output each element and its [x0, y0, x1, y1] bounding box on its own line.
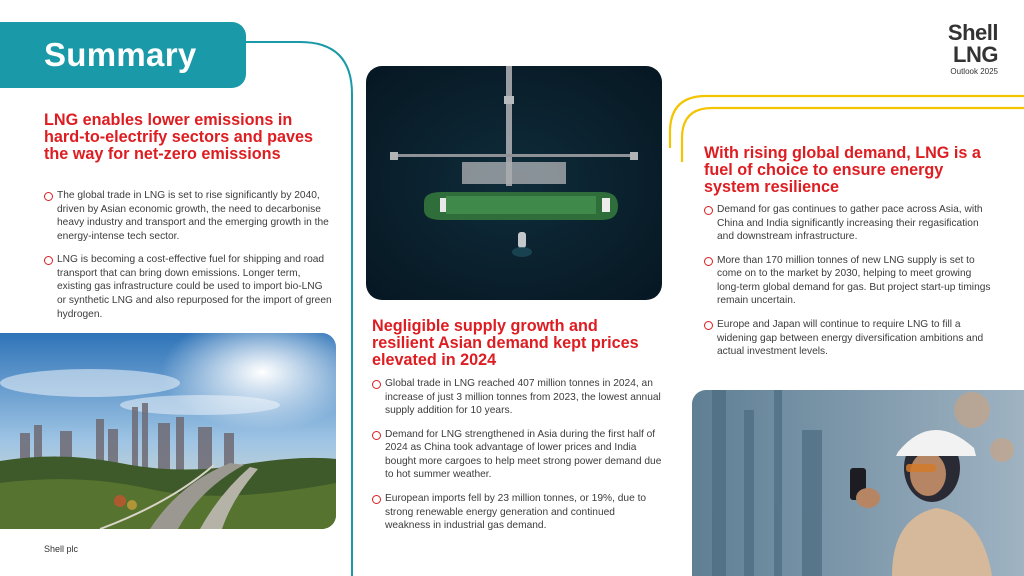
left-bullet-1: The global trade in LNG is set to rise significantly by 2040, driven by Asian economic growth, the need to decarbonise heavy industry and transport and the emerging growth in the energy-intense tech sector. [44, 189, 334, 243]
middle-bullet-1: Global trade in LNG reached 407 million tonnes in 2024, an increase of just 3 million tonnes from 2023, the lowest annual supply addition for 10 years. [372, 377, 662, 418]
left-heading: LNG enables lower emissions in hard-to-electrify sectors and paves the way for net-zero emissions [44, 111, 313, 163]
middle-bullet-3: European imports fell by 23 million tonnes, or 19%, due to strong renewable energy generation and continued weakness in industrial gas demand. [372, 492, 662, 533]
worker-with-radio-image [692, 390, 1024, 576]
city-highway-image [0, 333, 336, 529]
right-bullets [704, 203, 992, 369]
left-bullets [44, 189, 334, 331]
shell-lng-logo [948, 22, 998, 76]
footer-company: Shell plc [44, 544, 79, 554]
right-bullet-1: Demand for gas continues to gather pace across Asia, with China and India significantly increasing their regasification and downstream infrastructure. [704, 203, 992, 244]
lng-tanker-aerial-image [366, 66, 662, 300]
summary-tab [0, 22, 246, 88]
middle-bullet-2: Demand for LNG strengthened in Asia during the first half of 2024 as China took advantage of lower prices and India bought more cargoes to help meet strong power demand due to hot summer weather. [372, 428, 662, 482]
page-title: Summary [44, 36, 197, 73]
right-bullet-2: More than 170 million tonnes of new LNG supply is set to come on to the market by 2030, helping to meet growing long-term global demand for gas. But project start-up timings remain uncertain. [704, 254, 992, 308]
left-bullet-2: LNG is becoming a cost-effective fuel for shipping and road transport that can bring down emissions. Longer term, existing gas infrastructure could be used to import bio-LNG or synthetic LNG and also repurposed for the import of green hydrogen. [44, 253, 334, 321]
right-bullet-3: Europe and Japan will continue to require LNG to fill a widening gap between energy diversification ambitions and actual investment levels. [704, 318, 992, 359]
logo-line-3: Outlook 2025 [950, 67, 998, 76]
middle-bullets [372, 377, 662, 543]
right-heading: With rising global demand, LNG is a fuel of choice to ensure energy system resilience [704, 144, 981, 196]
logo-line-1: Shell [947, 20, 998, 45]
middle-heading: Negligible supply growth and resilient Asian demand kept prices elevated in 2024 [372, 317, 639, 369]
logo-line-2: LNG [953, 42, 998, 67]
